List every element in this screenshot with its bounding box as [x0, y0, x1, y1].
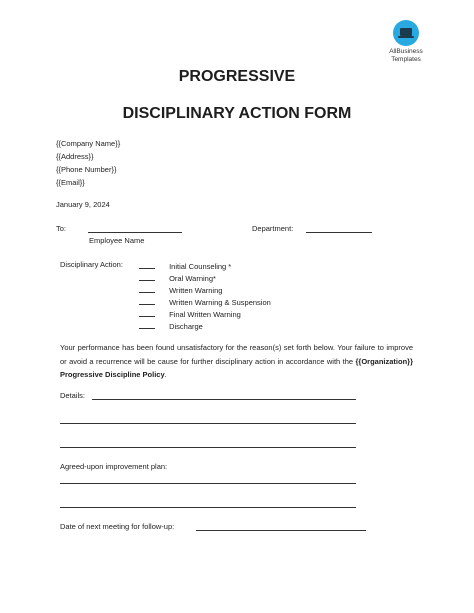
details-line[interactable]: [60, 447, 356, 448]
details-line[interactable]: [60, 423, 356, 424]
form-date: January 9, 2024: [56, 200, 110, 209]
logo-icon: [393, 20, 419, 46]
action-checkbox-blank[interactable]: [139, 260, 155, 269]
action-checkbox-blank[interactable]: [139, 284, 155, 293]
notice-text: Your performance has been found unsatisfactory for the reason(s) set forth below. Your failure to improve or avoid a recurrence will be cause for further disciplinary action in accordance with the: [60, 343, 413, 366]
action-checkbox-blank[interactable]: [139, 320, 155, 329]
company-phone: {{Phone Number}}: [56, 165, 117, 174]
notice-end: .: [164, 370, 167, 379]
company-name: {{Company Name}}: [56, 139, 121, 148]
action-option[interactable]: [139, 320, 203, 331]
action-option-label: Oral Warning*: [169, 274, 216, 283]
logo-text: [378, 48, 434, 63]
action-option-label: Discharge: [169, 322, 203, 331]
action-option[interactable]: [139, 308, 241, 319]
next-meeting-field[interactable]: [196, 530, 366, 531]
details-label: Details:: [60, 391, 86, 400]
to-label: To:: [56, 224, 67, 233]
notice-paragraph: [60, 341, 413, 382]
policy-name: {{Organization}} Progressive Discipline Policy: [60, 356, 413, 379]
title-line-1: PROGRESSIVE: [178, 68, 296, 85]
department-field[interactable]: [306, 232, 372, 233]
action-option[interactable]: [139, 272, 216, 283]
logo-line-2: Templates: [391, 55, 421, 63]
title-line-2: DISCIPLINARY ACTION FORM: [122, 105, 352, 122]
employee-name-field[interactable]: [88, 232, 182, 233]
improvement-plan-line[interactable]: [60, 507, 356, 508]
action-option[interactable]: [139, 284, 222, 295]
action-option-label: Written Warning & Suspension: [169, 298, 271, 307]
details-line[interactable]: [92, 399, 356, 400]
action-checkbox-blank[interactable]: [139, 296, 155, 305]
logo-line-1: AllBusiness: [389, 48, 423, 55]
next-meeting-label: Date of next meeting for follow-up:: [60, 522, 175, 531]
action-option-label: Written Warning: [169, 286, 223, 295]
improvement-plan-line[interactable]: [60, 483, 356, 484]
company-email: {{Email}}: [56, 178, 85, 187]
employee-name-label: Employee Name: [89, 236, 145, 245]
department-label: Department:: [252, 224, 294, 233]
improvement-plan-label: Agreed-upon improvement plan:: [60, 462, 168, 471]
laptop-icon: [400, 28, 412, 36]
disciplinary-action-label: Disciplinary Action:: [60, 260, 123, 269]
action-option-label: Final Written Warning: [169, 310, 241, 319]
action-option[interactable]: [139, 296, 271, 307]
laptop-base: [398, 36, 414, 38]
action-option[interactable]: [139, 260, 231, 271]
action-checkbox-blank[interactable]: [139, 308, 155, 317]
company-address: {{Address}}: [56, 152, 94, 161]
action-option-label: Initial Counseling *: [169, 262, 232, 271]
action-checkbox-blank[interactable]: [139, 272, 155, 281]
